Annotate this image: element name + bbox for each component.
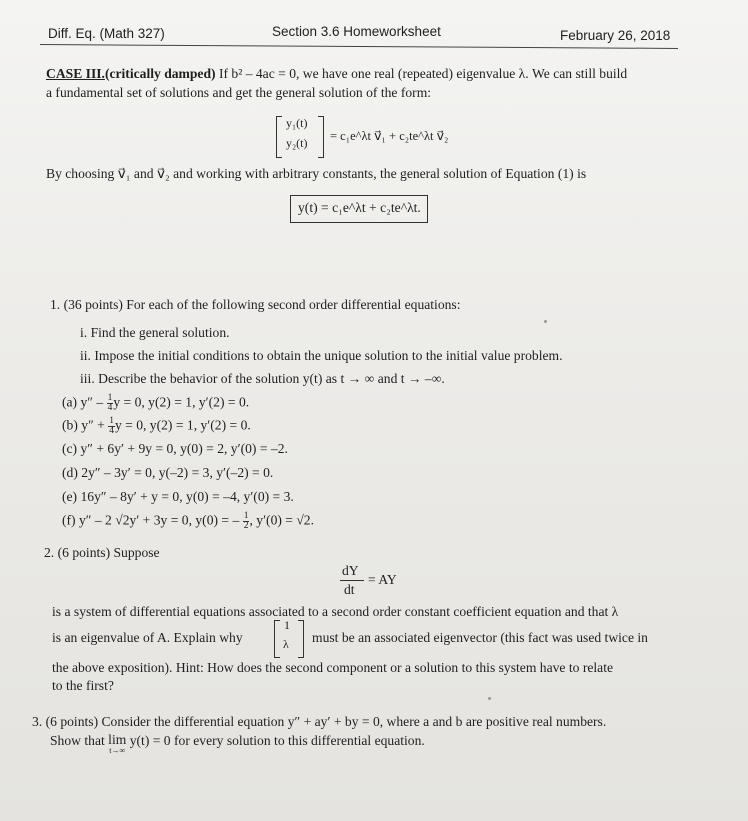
paper-speck <box>544 320 547 323</box>
q2-heading <box>44 545 160 561</box>
q2-eq-denominator: dt <box>344 582 355 597</box>
case-intro-line1 <box>46 66 627 82</box>
q2-line2a: is an eigenvalue of A. Explain why <box>52 630 243 645</box>
part-eq-start: y″ – <box>80 394 104 410</box>
header-date: February 26, 2018 <box>560 28 671 43</box>
q1-step-iii: iii. Describe the behavior of the solution y(t) as t → ∞ and t → –∞. <box>80 371 445 386</box>
limit-subscript: t→∞ <box>109 746 126 755</box>
part-eq-end: , y′(0) = √2. <box>249 512 315 528</box>
q1-part-f <box>62 512 314 531</box>
vector-top: y₁(t) <box>286 116 308 130</box>
q1-part-d <box>62 465 273 481</box>
q2-line1: is a system of differential equations associated to a second order constant coefficient equation and that λ <box>52 604 619 619</box>
fraction-denominator: 4 <box>109 426 114 436</box>
q1-part-c <box>62 441 288 457</box>
q2-line2b: must be an associated eigenvector (this fact was used twice in <box>312 630 648 645</box>
header-rule <box>40 44 678 49</box>
q1-part-b <box>62 417 251 436</box>
part-eq-start: y″ + <box>81 417 105 433</box>
part-eq-end: y = 0, y(2) = 1, y′(2) = 0. <box>113 394 250 410</box>
part-equation: y″ + 6y′ + 9y = 0, y(0) = 2, y′(0) = –2. <box>80 441 288 456</box>
q3-line1 <box>32 714 606 730</box>
general-solution: y(t) = c₁e^λt + c₂te^λt. <box>298 200 421 215</box>
part-eq-start: y″ – 2 √2y′ + 3y = 0, y(0) = – <box>79 512 240 528</box>
vector-solution-rhs: = c₁e^λt v⃗₁ + c₂te^λt v⃗₂ <box>330 129 449 143</box>
part-eq-end: y = 0, y(2) = 1, y′(2) = 0. <box>114 417 251 433</box>
fraction-numerator: 1 <box>109 416 114 426</box>
limit-expression <box>108 733 126 755</box>
q3-text: (6 points) Consider the differential equation y″ + ay′ + by = 0, where a and b are positive real numbers. <box>45 714 607 729</box>
course-title: Diff. Eq. (Math 327) <box>48 26 165 41</box>
q2-text: (6 points) Suppose <box>57 545 160 560</box>
case-intro-line2: a fundamental set of solutions and get the general solution of the form: <box>46 85 432 100</box>
fraction-denominator: 4 <box>107 403 113 413</box>
q2-eq-numerator: dY <box>342 563 359 578</box>
part-label: (c) <box>62 441 78 456</box>
q1-step-ii: ii. Impose the initial conditions to obtain the unique solution to the initial value problem. <box>80 348 563 363</box>
q1-part-e <box>62 489 294 505</box>
paper-speck <box>488 697 491 700</box>
q1-number: 1. <box>50 297 61 312</box>
part-equation: 16y″ – 8y′ + y = 0, y(0) = –4, y′(0) = 3. <box>80 489 294 504</box>
q2-vector-top: 1 <box>284 618 290 632</box>
q1-step-i: i. Find the general solution. <box>80 325 230 340</box>
part-label: (e) <box>62 489 78 504</box>
limit-word: lim <box>108 732 127 747</box>
part-label: (a) <box>62 394 78 410</box>
q2-vector-bracket-left <box>274 620 280 658</box>
q1-part-a <box>62 394 249 413</box>
q2-line3: the above exposition). Hint: How does the second component or a solution to this system have to relate <box>52 660 614 675</box>
q2-vector-bracket-right <box>298 620 304 658</box>
q2-line4: to the first? <box>52 678 114 693</box>
section-title: Section 3.6 Homeworksheet <box>272 24 441 39</box>
fraction-numerator: 1 <box>107 393 113 403</box>
q2-number: 2. <box>44 545 55 560</box>
part-label: (b) <box>62 417 78 433</box>
q2-vector-bottom: λ <box>283 637 289 651</box>
vector-bracket-right <box>318 116 324 158</box>
q2-fraction-bar <box>340 580 364 581</box>
fraction-numerator: 1 <box>243 511 249 521</box>
q2-eq-rhs: = AY <box>368 572 397 587</box>
part-label: (f) <box>62 512 76 528</box>
vector-bottom: y₂(t) <box>286 136 308 150</box>
q3-line2-end: y(t) = 0 for every solution to this differential equation. <box>129 733 425 748</box>
case-text-1: If b² – 4ac = 0, we have one real (repeated) eigenvalue λ. We can still build <box>218 66 628 81</box>
q1-text: (36 points) For each of the following second order differential equations: <box>63 297 461 312</box>
part-label: (d) <box>62 465 78 480</box>
fraction-denominator: 2 <box>243 521 249 531</box>
q3-line2 <box>50 733 425 755</box>
q1-heading <box>50 297 461 313</box>
q3-number: 3. <box>32 714 43 729</box>
vector-bracket-left <box>276 116 282 158</box>
case-title: (critically damped) <box>104 66 216 81</box>
part-equation: 2y″ – 3y′ = 0, y(–2) = 3, y′(–2) = 0. <box>81 465 274 480</box>
case-label: CASE III. <box>46 66 105 81</box>
choose-text: By choosing v⃗₁ and v⃗₂ and working with arbitrary constants, the general solution of Equation (1) is <box>46 166 587 181</box>
q3-line2-start: Show that <box>50 733 105 748</box>
fraction <box>108 417 115 436</box>
